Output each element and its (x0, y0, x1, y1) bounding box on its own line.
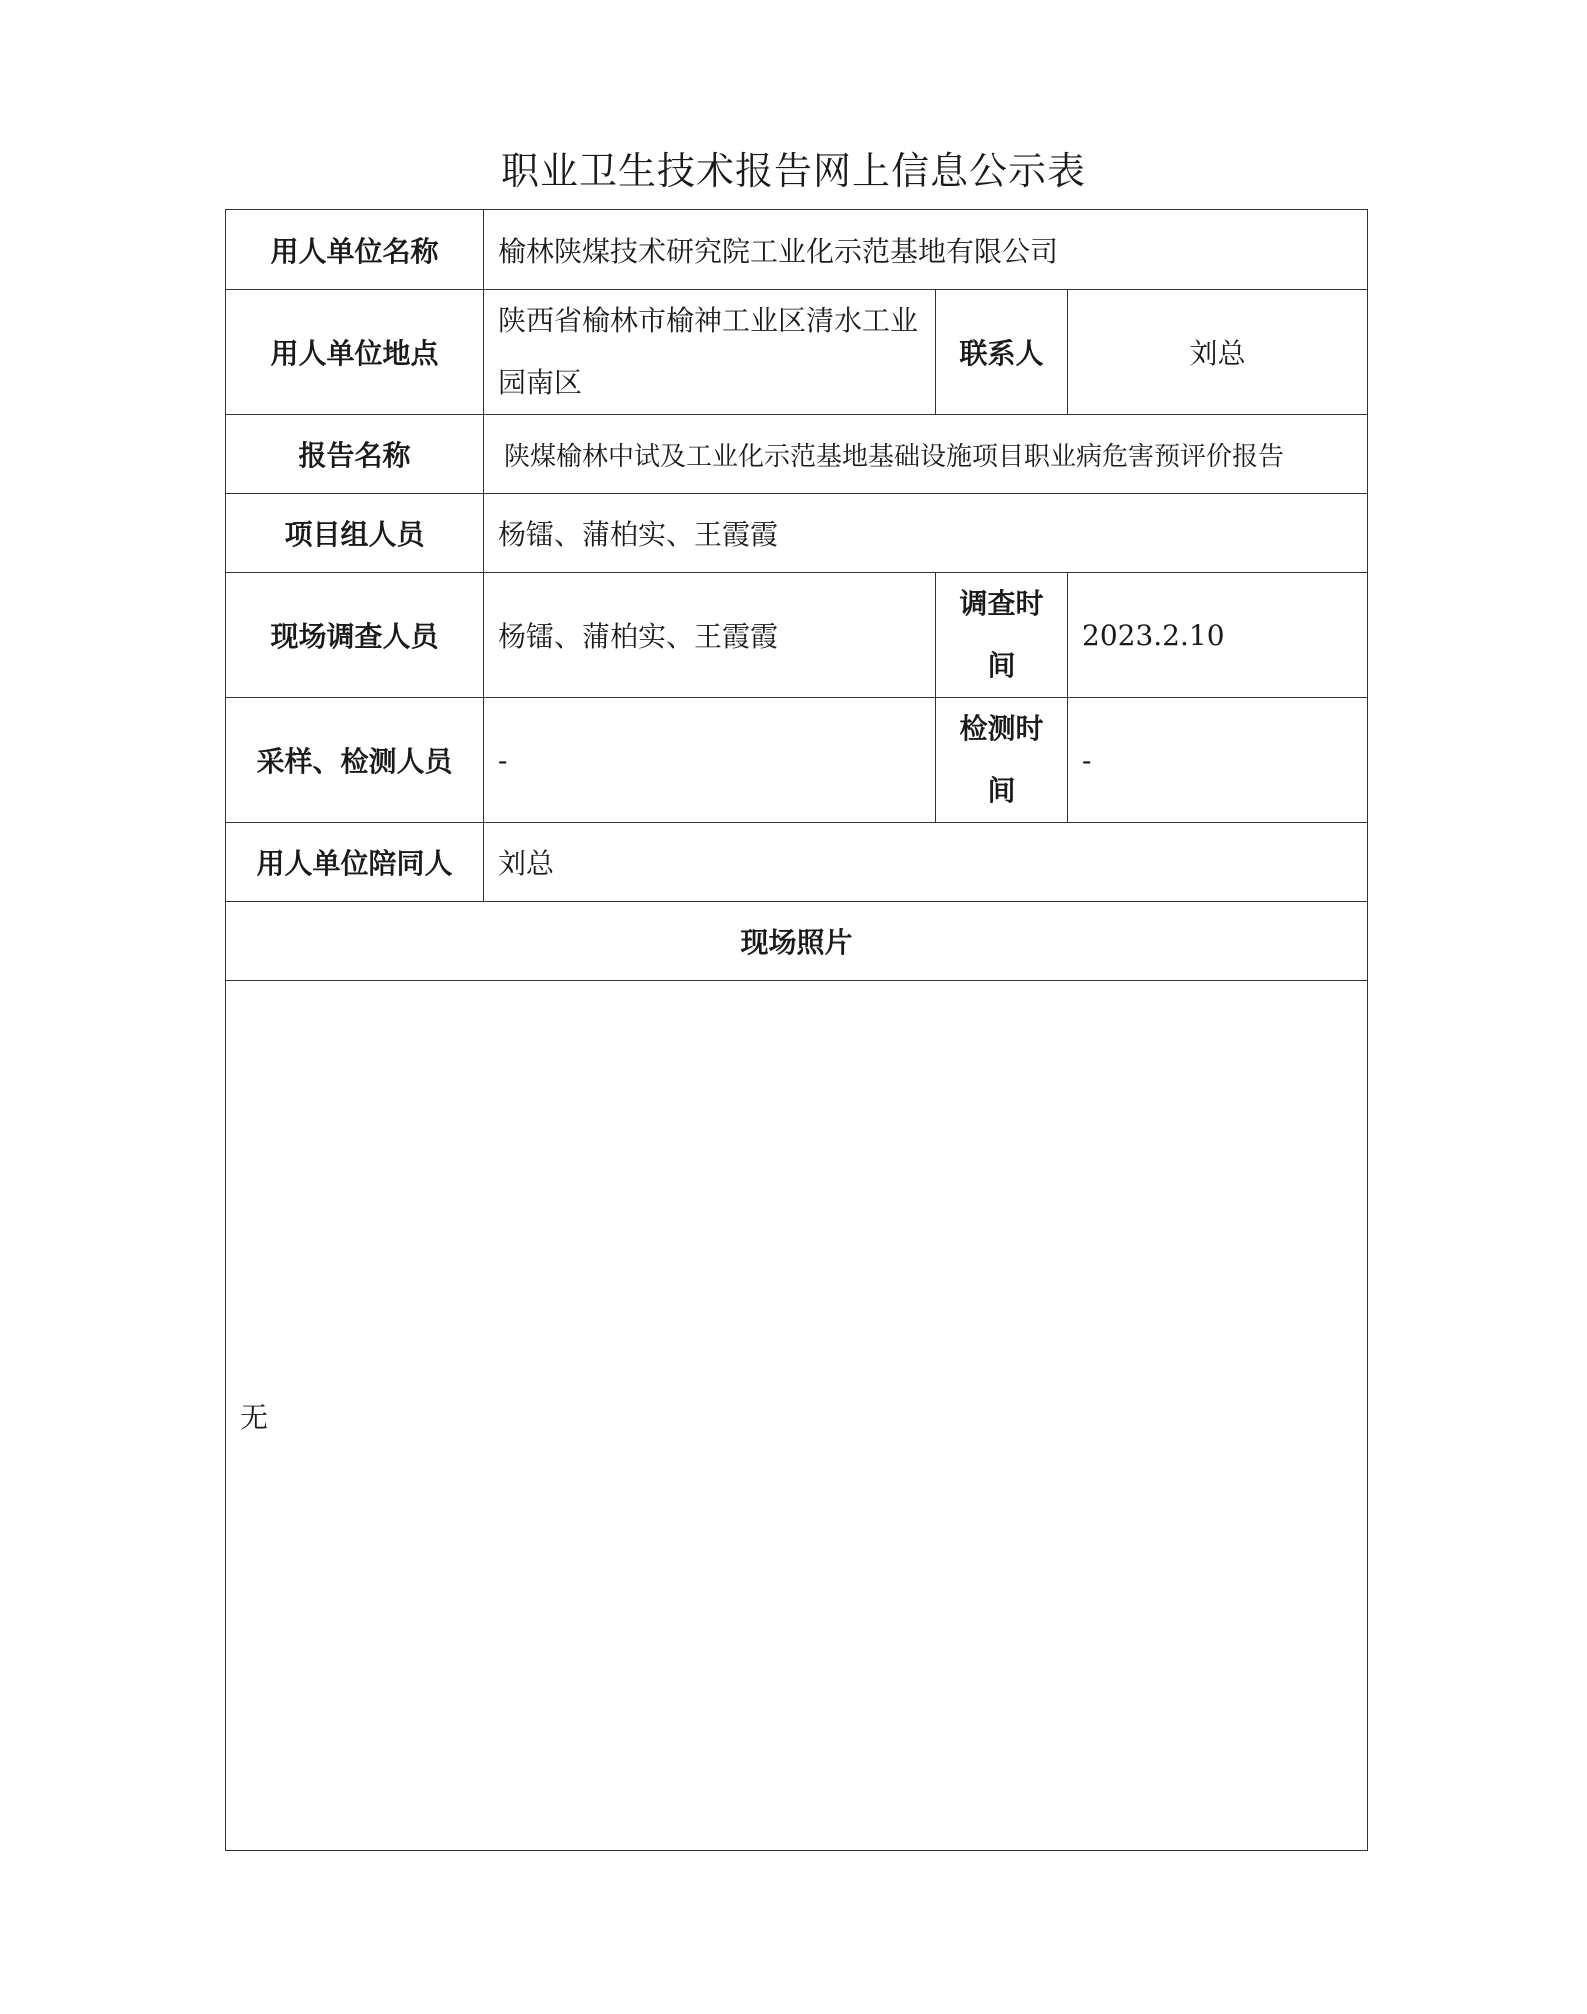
site-survey-label: 现场调查人员 (226, 573, 484, 698)
employer-address-value: 陕西省榆林市榆神工业区清水工业园南区 (484, 290, 936, 415)
survey-time-value: 2023.2.10 (1068, 573, 1368, 698)
accompany-label: 用人单位陪同人 (226, 823, 484, 902)
contact-label: 联系人 (936, 290, 1068, 415)
row-photos-body (226, 981, 1368, 1851)
employer-address-label: 用人单位地点 (226, 290, 484, 415)
test-time-value: - (1068, 698, 1368, 823)
sampling-label: 采样、检测人员 (226, 698, 484, 823)
employer-name-value: 榆林陕煤技术研究院工业化示范基地有限公司 (484, 210, 1368, 290)
test-time-label: 检测时间 (936, 698, 1068, 823)
row-site-survey (226, 573, 1368, 698)
page-title: 职业卫生技术报告网上信息公示表 (500, 149, 1086, 193)
row-report-name (226, 415, 1368, 494)
survey-time-label: 调查时间 (936, 573, 1068, 698)
row-accompany (226, 823, 1368, 902)
employer-name-label: 用人单位名称 (226, 210, 484, 290)
row-photos-heading (226, 902, 1368, 981)
photos-heading: 现场照片 (226, 902, 1368, 981)
project-team-value: 杨镭、蒲柏实、王霞霞 (484, 494, 1368, 573)
sampling-value: - (484, 698, 936, 823)
contact-value: 刘总 (1068, 290, 1368, 415)
report-name-label: 报告名称 (226, 415, 484, 494)
photos-content: 无 (226, 981, 1368, 1851)
accompany-value: 刘总 (484, 823, 1368, 902)
site-survey-value: 杨镭、蒲柏实、王霞霞 (484, 573, 936, 698)
row-project-team (226, 494, 1368, 573)
report-name-value: 陕煤榆林中试及工业化示范基地基础设施项目职业病危害预评价报告 (484, 415, 1368, 494)
disclosure-table (225, 209, 1368, 1851)
row-sampling (226, 698, 1368, 823)
project-team-label: 项目组人员 (226, 494, 484, 573)
row-employer-name (226, 210, 1368, 290)
row-employer-address (226, 290, 1368, 415)
